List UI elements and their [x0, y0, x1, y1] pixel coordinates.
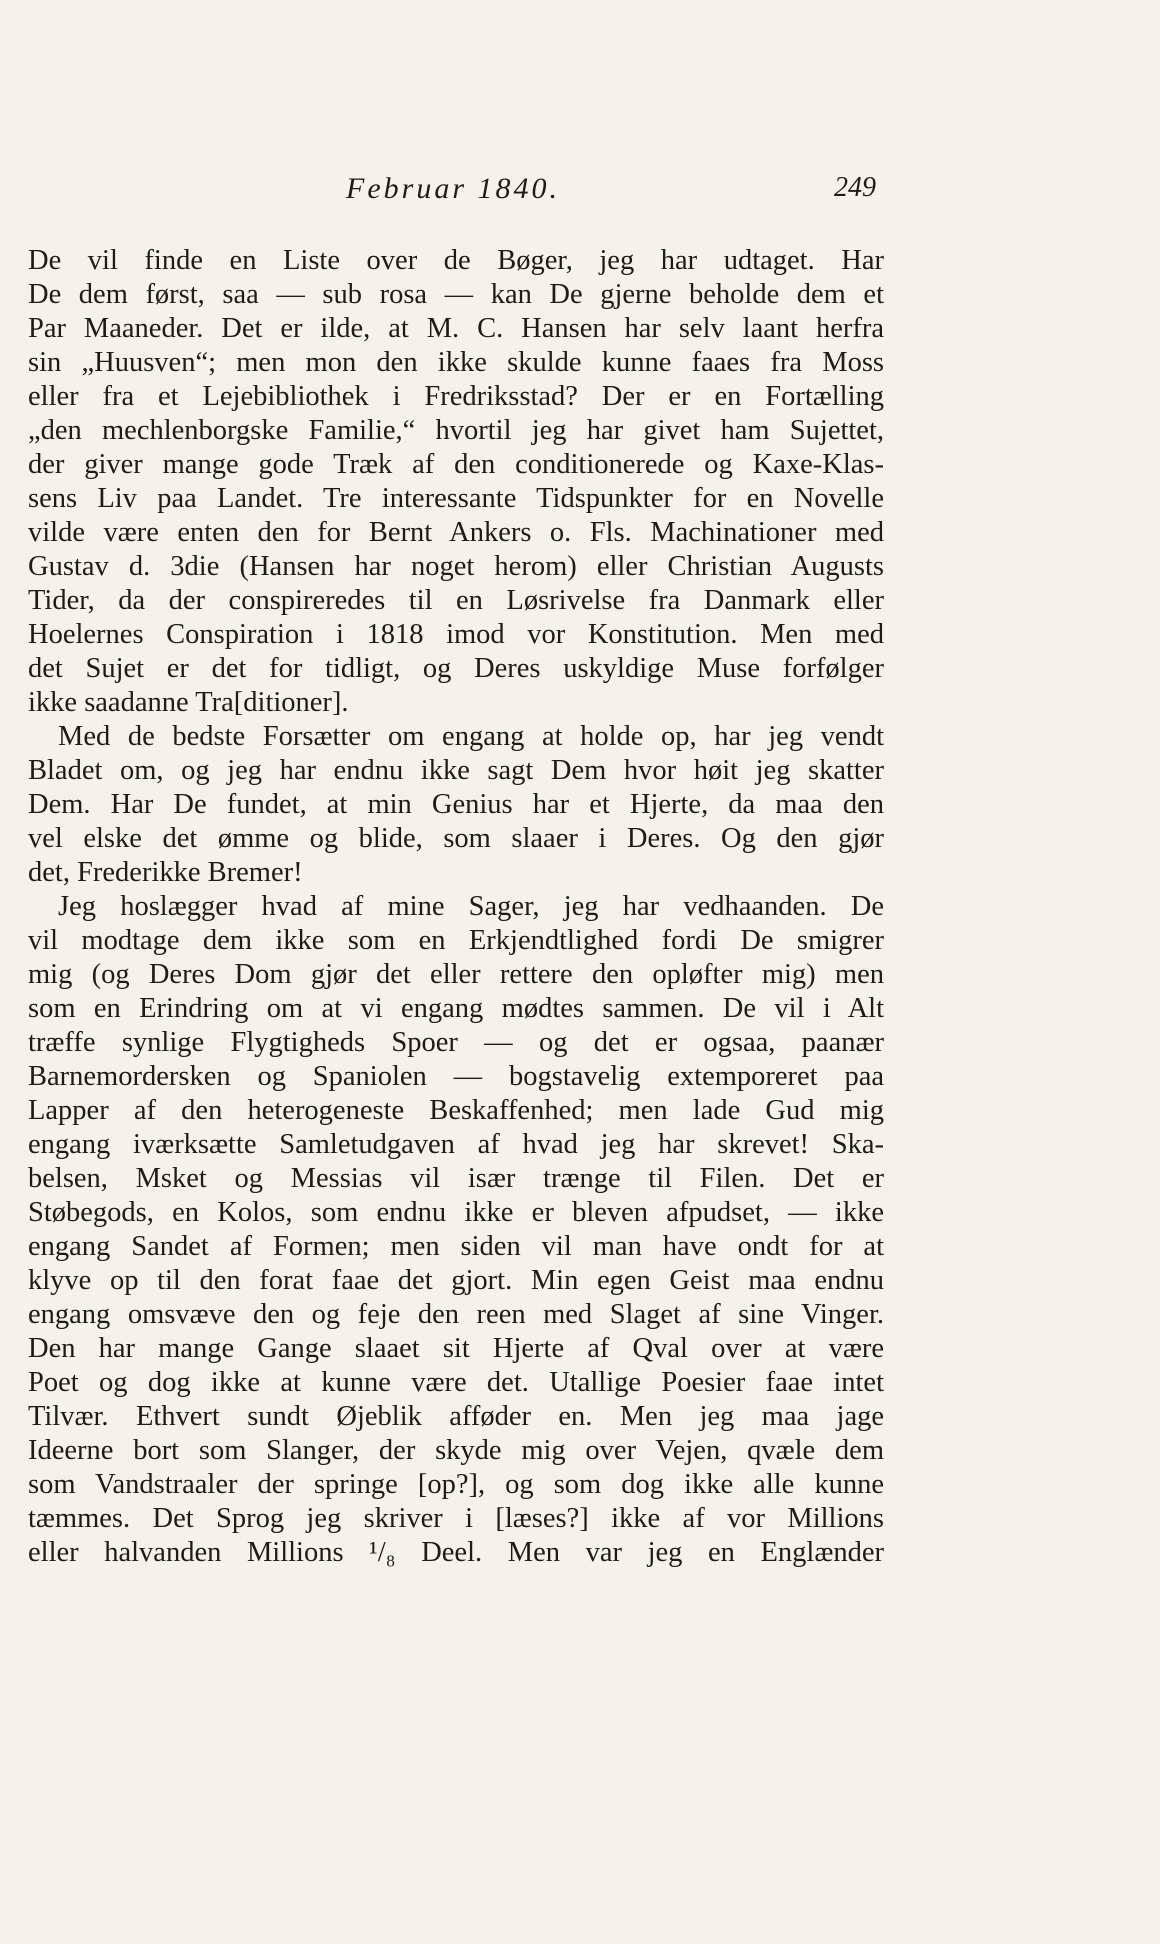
text-line: belsen, Msket og Messias vil især trænge til Filen. Det er	[28, 1163, 884, 1194]
text-line: Bladet om, og jeg har endnu ikke sagt Dem hvor høit jeg skatter	[28, 755, 884, 786]
running-head	[0, 172, 1160, 212]
text-line: engang Sandet af Formen; men siden vil man have ondt for at	[28, 1231, 884, 1262]
text-line: Støbegods, en Kolos, som endnu ikke er bleven afpudset, — ikke	[28, 1197, 884, 1228]
text-line: ikke saadanne Tra[ditioner].	[28, 687, 349, 718]
text-line: sin „Huusven“; men mon den ikke skulde kunne faaes fra Moss	[28, 347, 884, 378]
running-head-title: Februar 1840.	[346, 172, 560, 205]
text-line: der giver mange gode Træk af den conditionerede og Kaxe-Klas-	[28, 449, 884, 480]
text-line: Gustav d. 3die (Hansen har noget herom) eller Christian Augusts	[28, 551, 884, 582]
text-line: Jeg hoslægger hvad af mine Sager, jeg har vedhaanden. De	[58, 891, 884, 922]
text-line: engang iværksætte Samletudgaven af hvad jeg har skrevet! Ska-	[28, 1129, 884, 1160]
text-line: Poet og dog ikke at kunne være det. Utallige Poesier faae intet	[28, 1367, 884, 1398]
text-line: Med de bedste Forsætter om engang at holde op, har jeg vendt	[58, 721, 884, 752]
text-line: De dem først, saa — sub rosa — kan De gjerne beholde dem et	[28, 279, 884, 310]
text-line: Tilvær. Ethvert sundt Øjeblik afføder en. Men jeg maa jage	[28, 1401, 884, 1432]
text-line: sens Liv paa Landet. Tre interessante Tidspunkter for en Novelle	[28, 483, 884, 514]
text-line: eller halvanden Millions ¹/₈ Deel. Men var jeg en Englænder	[28, 1537, 884, 1568]
text-line: vilde være enten den for Bernt Ankers o. Fls. Machinationer med	[28, 517, 884, 548]
text-line: vel elske det ømme og blide, som slaaer i Deres. Og den gjør	[28, 823, 884, 854]
text-line: Den har mange Gange slaaet sit Hjerte af Qval over at være	[28, 1333, 884, 1364]
text-line: engang omsvæve den og feje den reen med Slaget af sine Vinger.	[28, 1299, 884, 1330]
text-line: eller fra et Lejebibliothek i Fredriksstad? Der er en Fortælling	[28, 381, 884, 412]
text-line: som Vandstraaler der springe [op?], og som dog ikke alle kunne	[28, 1469, 884, 1500]
text-line: Lapper af den heterogeneste Beskaffenhed; men lade Gud mig	[28, 1095, 884, 1126]
text-line: mig (og Deres Dom gjør det eller rettere den opløfter mig) men	[28, 959, 884, 990]
text-line: Par Maaneder. Det er ilde, at M. C. Hansen har selv laant herfra	[28, 313, 884, 344]
text-line: det Sujet er det for tidligt, og Deres uskyldige Muse forfølger	[28, 653, 884, 684]
text-line: De vil finde en Liste over de Bøger, jeg har udtaget. Har	[28, 245, 884, 276]
text-line: klyve op til den forat faae det gjort. Min egen Geist maa endnu	[28, 1265, 884, 1296]
text-line: Dem. Har De fundet, at min Genius har et Hjerte, da maa den	[28, 789, 884, 820]
text-line: vil modtage dem ikke som en Erkjendtlighed fordi De smigrer	[28, 925, 884, 956]
text-line: Ideerne bort som Slanger, der skyde mig over Vejen, qvæle dem	[28, 1435, 884, 1466]
body-text	[28, 244, 884, 1570]
text-line: det, Frederikke Bremer!	[28, 857, 303, 888]
text-line: tæmmes. Det Sprog jeg skriver i [læses?] ikke af vor Millions	[28, 1503, 884, 1534]
text-line: som en Erindring om at vi engang mødtes sammen. De vil i Alt	[28, 993, 884, 1024]
text-line: træffe synlige Flygtigheds Spoer — og det er ogsaa, paanær	[28, 1027, 884, 1058]
page-number: 249	[834, 172, 876, 203]
text-line: Barnemordersken og Spaniolen — bogstavelig extemporeret paa	[28, 1061, 884, 1092]
text-line: Tider, da der conspireredes til en Løsrivelse fra Danmark eller	[28, 585, 884, 616]
text-line: Hoelernes Conspiration i 1818 imod vor Konstitution. Men med	[28, 619, 884, 650]
text-line: „den mechlenborgske Familie,“ hvortil jeg har givet ham Sujettet,	[28, 415, 884, 446]
